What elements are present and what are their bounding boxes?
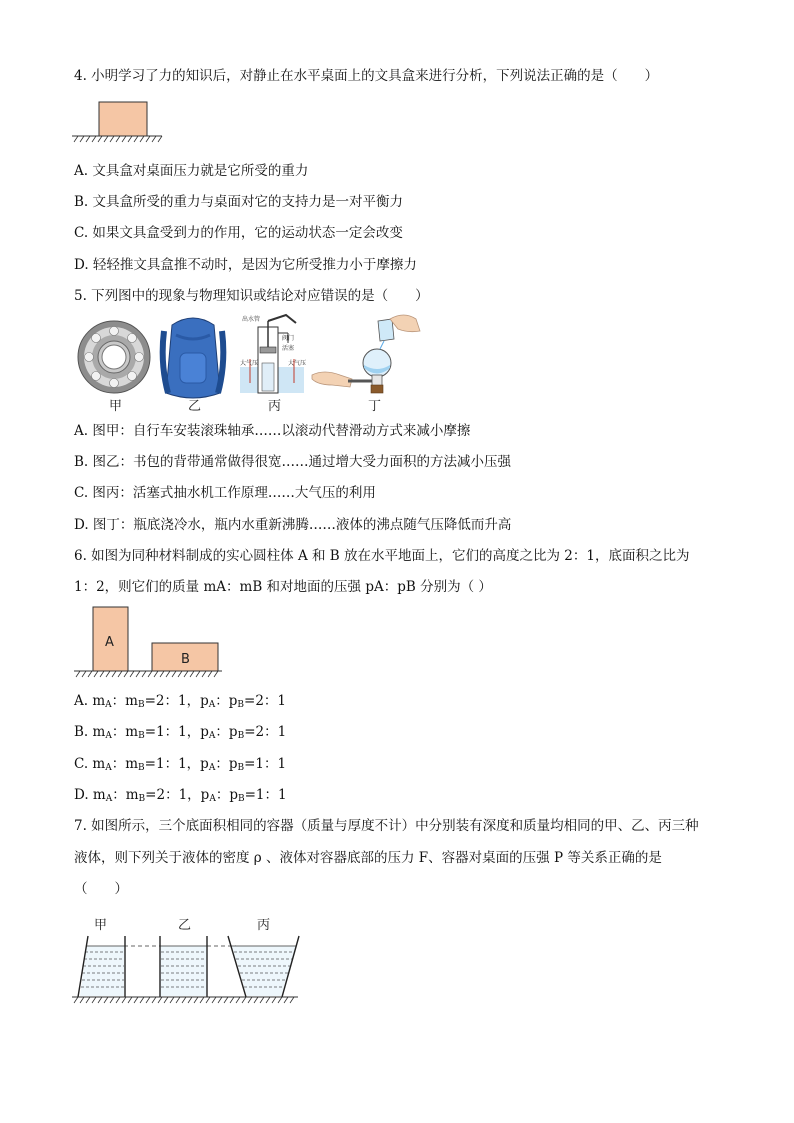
q6-stem-line1: 6. 如图为同种材料制成的实心圆柱体 A 和 B 放在水平地面上，它们的高度之比为 2：1，底面积之比为 xyxy=(74,548,690,564)
q7-stem-line2: 液体，则下列关于液体的密度 ρ 、液体对容器底部的压力 F、容器对桌面的压强 P 等关系正确的是 xyxy=(74,850,662,866)
q4-box-diagram xyxy=(72,98,162,148)
q7-caption-yi: 乙 xyxy=(178,918,192,933)
q5-stem: 5. 下列图中的现象与物理知识或结论对应错误的是（ ） xyxy=(74,288,429,304)
q6-option-c: C. $m_A$：$m_B=1$：1，$p_A$：$p_B=1$：1 xyxy=(74,756,287,773)
q4-option-d: D. 轻轻推文具盒推不动时，是因为它所受推力小于摩擦力 xyxy=(74,257,417,273)
q5-option-d: D. 图丁：瓶底浇冷水，瓶内水重新沸腾……液体的沸点随气压降低而升高 xyxy=(74,517,512,533)
q7-stem-line1: 7. 如图所示，三个底面积相同的容器（质量与厚度不计）中分别装有深度和质量均相同的甲、乙、丙三种 xyxy=(74,818,699,834)
piston-pump-image xyxy=(240,315,306,393)
q6-option-d: D. $m_A$：$m_B=2$：1，$p_A$：$p_B=1$：1 xyxy=(74,787,287,804)
q7-caption-jia: 甲 xyxy=(94,918,108,933)
q7-container-diagram xyxy=(70,912,310,1007)
q5-caption-jia: 甲 xyxy=(109,399,123,414)
q5-option-c: C. 图丙：活塞式抽水机工作原理……大气压的利用 xyxy=(74,485,376,501)
flask-experiment-image xyxy=(312,315,420,393)
container-bing xyxy=(228,936,299,997)
q4-stem: 4. 小明学习了力的知识后，对静止在水平桌面上的文具盒来进行分析，下列说法正确的是（ ） xyxy=(74,68,659,84)
q5-caption-ding: 丁 xyxy=(368,399,382,414)
q4-option-c: C. 如果文具盒受到力的作用，它的运动状态一定会改变 xyxy=(74,225,403,241)
q5-caption-bing: 丙 xyxy=(268,399,282,414)
container-yi xyxy=(160,936,207,997)
q5-figures xyxy=(72,313,432,413)
pump-label-outlet: 出水管 xyxy=(242,316,261,323)
q4-option-b: B. 文具盒所受的重力与桌面对它的支持力是一对平衡力 xyxy=(74,194,404,210)
q5-caption-yi: 乙 xyxy=(188,399,202,414)
pump-label-piston: 活塞 xyxy=(282,345,295,352)
q4-option-a: A. 文具盒对桌面压力就是它所受的重力 xyxy=(74,163,309,179)
q6-option-b: B. $m_A$：$m_B=1$：1，$p_A$：$p_B=2$：1 xyxy=(74,724,287,741)
q6-cylinder-diagram xyxy=(74,604,224,684)
ball-bearing-image xyxy=(78,321,150,393)
q7-stem-line3: （ ） xyxy=(74,881,128,897)
q7-caption-bing: 丙 xyxy=(257,918,271,933)
backpack-image xyxy=(163,318,224,398)
pump-label-valve: 阀门 xyxy=(282,335,295,342)
q6-option-a: A. $m_A$：$m_B=2$：1，$p_A$：$p_B=2$：1 xyxy=(74,693,287,710)
cylinder-a-label: A xyxy=(105,635,114,650)
q5-option-a: A. 图甲：自行车安装滚珠轴承……以滚动代替滑动方式来减小摩擦 xyxy=(74,423,471,439)
q6-stem-line2: 1：2，则它们的质量 mA：mB 和对地面的压强 pA：pB 分别为（ ） xyxy=(74,579,492,595)
container-jia xyxy=(78,936,128,997)
pump-label-pressure-left: 大气压 xyxy=(240,360,259,367)
pump-label-pressure-right: 大气压 xyxy=(288,360,307,367)
q5-option-b: B. 图乙：书包的背带通常做得很宽……通过增大受力面积的方法减小压强 xyxy=(74,454,512,470)
cylinder-b-label: B xyxy=(181,652,190,667)
